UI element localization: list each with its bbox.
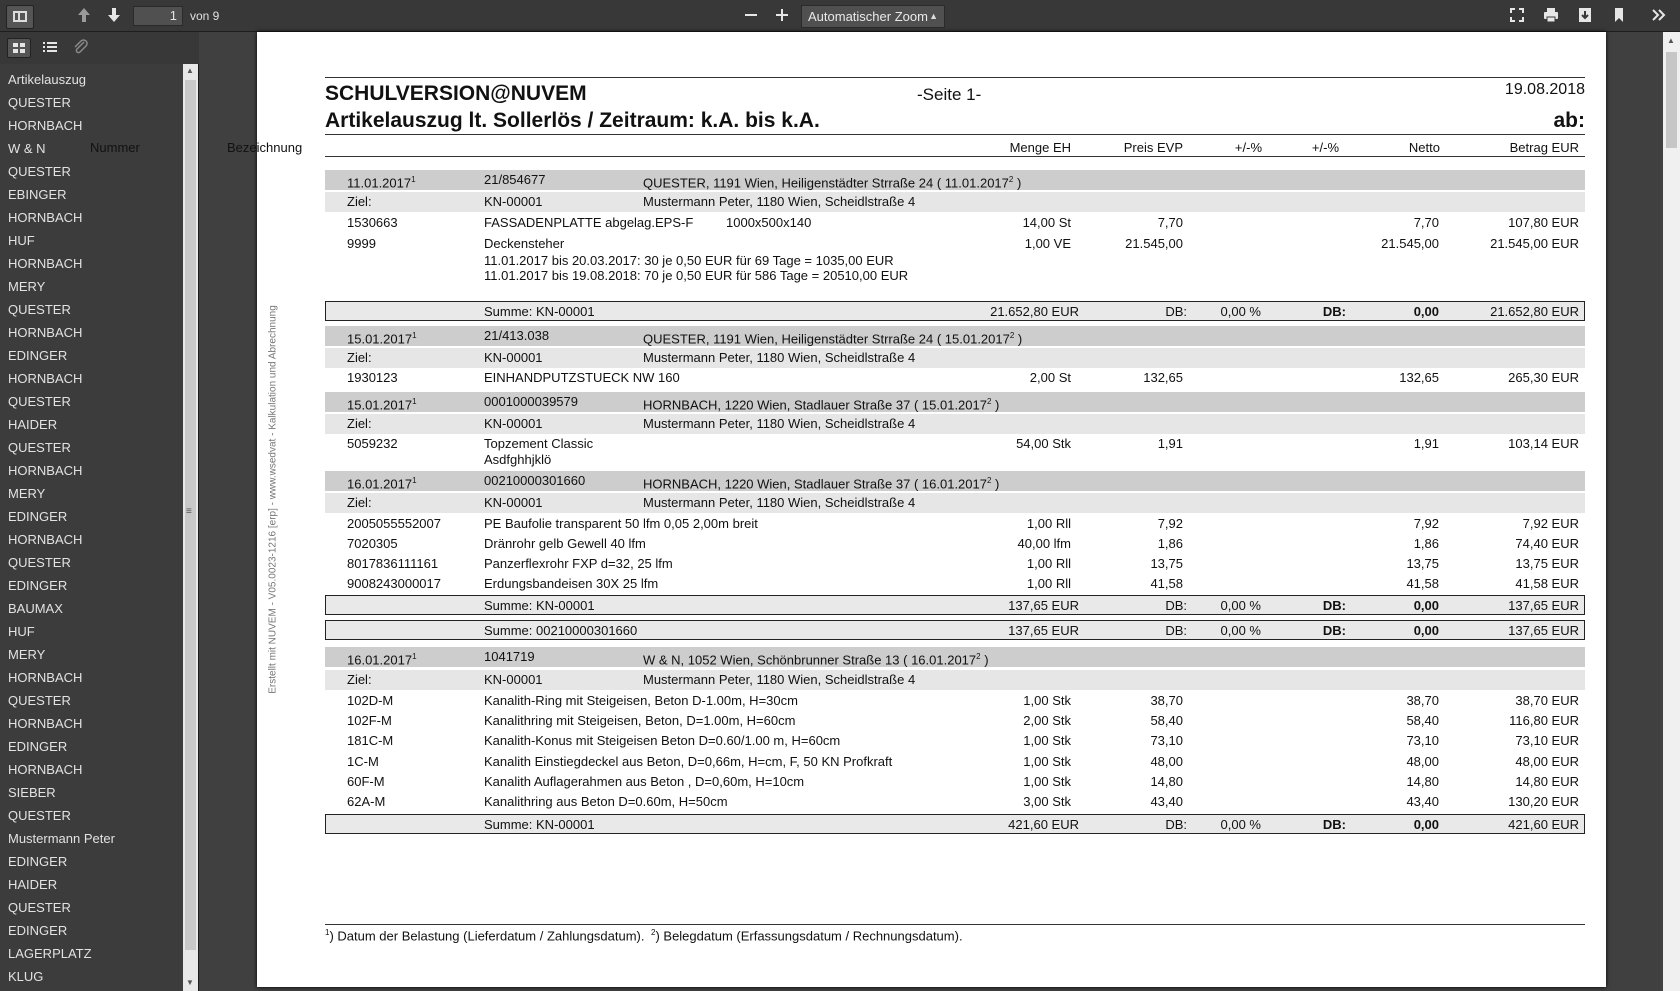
item-note: 11.01.2017 bis 20.03.2017: 30 je 0,50 EUR für 69 Tage = 1035,00 EUR [484, 253, 894, 268]
item-quantity: 1,00 Rll [1026, 576, 1071, 591]
document-date: 15.01.2017 [944, 331, 1010, 347]
item-amount: 38,70 EUR [1515, 693, 1579, 708]
footnote-mark: 1 [412, 652, 417, 661]
item-net: 48,00 [1406, 754, 1439, 769]
item-net: 7,70 [1413, 215, 1439, 230]
target-customer-number: KN-00001 [484, 495, 543, 510]
target-customer-number: KN-00001 [484, 416, 543, 431]
viewer-scrollbar[interactable] [1663, 32, 1680, 991]
zoom-value: Automatischer Zoom [808, 9, 928, 24]
outline-tab[interactable] [39, 38, 63, 58]
item-number: 1530663 [347, 215, 398, 230]
target-label: Ziel: [347, 350, 372, 365]
item-number: 60F-M [347, 774, 385, 789]
outline-item[interactable]: HORNBACH [8, 256, 83, 271]
column-header: +/-% [1234, 140, 1262, 155]
supplier-address: QUESTER, 1191 Wien, Heiligenstädter Strraße 24 [643, 175, 934, 191]
item-number: 1C-M [347, 754, 379, 769]
document-date: 16.01.2017 [921, 476, 987, 492]
item-net: 13,75 [1406, 556, 1439, 571]
document-date: 16.01.2017 [911, 652, 977, 668]
outline-item[interactable]: EDINGER [8, 348, 68, 363]
item-price: 48,00 [1150, 754, 1183, 769]
item-description: FASSADENPLATTE abgelag.EPS-F [484, 215, 694, 230]
supplier-address: W & N, 1052 Wien, Schönbrunner Straße 13 [643, 652, 900, 668]
item-amount: 41,58 EUR [1515, 576, 1579, 591]
outline-item[interactable]: QUESTER [8, 555, 71, 570]
target-customer-number: KN-00001 [484, 672, 543, 687]
outline-item[interactable]: QUESTER [8, 394, 71, 409]
outline-item[interactable]: EDINGER [8, 739, 68, 754]
print-icon [1542, 6, 1560, 24]
tools-button[interactable] [1648, 6, 1670, 30]
supplier-address: HORNBACH, 1220 Wien, Stadlauer Straße 37 [643, 397, 911, 413]
outline-item[interactable]: EDINGER [8, 854, 68, 869]
sum-amount: 137,65 EUR [1008, 623, 1079, 638]
item-price: 13,75 [1150, 556, 1183, 571]
scroll-down-icon[interactable]: ▼ [186, 978, 194, 987]
item-number: 9008243000017 [347, 576, 441, 591]
footnote-mark: 1 [412, 397, 417, 406]
group-date-value: 16.01.2017 [347, 652, 413, 668]
item-quantity: 14,00 St [1022, 215, 1071, 230]
item-description: Kanalith Einstiegdeckel aus Beton, D=0,66m, H=cm, F, 50 KN Profkraft [484, 754, 893, 769]
target-customer-number: KN-00001 [484, 194, 543, 209]
item-description: Panzerflexrohr FXP d=32, 25 lfm [484, 556, 673, 571]
item-description: Dränrohr gelb Gewell 40 lfm [484, 536, 646, 551]
item-description: PE Baufolie transparent 50 lfm 0,05 2,00m breit [484, 516, 758, 531]
db-label: DB: [1165, 304, 1187, 319]
db-percent: 0,00 % [1220, 598, 1261, 613]
target-customer: Mustermann Peter, 1180 Wien, Scheidlstraße 4 [643, 416, 916, 431]
item-note: Asdfghhjklö [484, 452, 552, 467]
arrow-down-icon [106, 6, 122, 24]
item-dimension: 1000x500x140 [726, 215, 812, 230]
column-header: Menge EH [1009, 140, 1071, 155]
outline-item[interactable]: KLUG [8, 969, 44, 984]
footnote-mark: 2 [976, 652, 981, 661]
outline-item[interactable]: LAGERPLATZ [8, 946, 92, 961]
item-amount: 107,80 EUR [1508, 215, 1579, 230]
sum-amount: 421,60 EUR [1008, 817, 1079, 832]
presentation-mode-button[interactable] [1506, 6, 1528, 30]
item-price: 1,86 [1157, 536, 1183, 551]
group-supplier: HORNBACH, 1220 Wien, Stadlauer Straße 37 ( 15.01.2017$^2$ ) [643, 397, 1000, 413]
item-price: 41,58 [1150, 576, 1183, 591]
outline-item[interactable]: HORNBACH [8, 463, 83, 478]
previous-page-button[interactable] [74, 6, 94, 30]
report-date: 19.08.2018 [1504, 81, 1585, 98]
group-supplier: W & N, 1052 Wien, Schönbrunner Straße 13 ( 16.01.2017$^2$ ) [643, 652, 989, 668]
target-label: Ziel: [347, 416, 372, 431]
supplier-address: QUESTER, 1191 Wien, Heiligenstädter Strraße 24 [643, 331, 934, 347]
outline-item[interactable]: HORNBACH [8, 210, 83, 225]
group-date [347, 328, 417, 346]
side-note: Erstellt mit NUVEM - V05.0023-1216 [erp] - www.wsedvat - Kalkulation und Abrechnung [267, 305, 279, 694]
footnote-mark: 2 [986, 476, 992, 485]
db-value: 0,00 [1413, 598, 1439, 613]
group-supplier: QUESTER, 1191 Wien, Heiligenstädter Strraße 24 ( 15.01.2017$^2$ ) [643, 331, 1023, 347]
item-price: 7,70 [1157, 215, 1183, 230]
item-price: 1,91 [1157, 436, 1183, 451]
footnote-mark: 1 [412, 331, 417, 340]
item-number: 5059232 [347, 436, 398, 451]
arrow-up-icon [76, 6, 92, 24]
print-button[interactable] [1540, 6, 1562, 30]
outline-item[interactable]: HORNBACH [8, 670, 83, 685]
column-header: Nummer [90, 140, 140, 155]
document-date: 11.01.2017 [944, 175, 1009, 191]
outline-item[interactable]: Artikelauszug [8, 72, 87, 87]
item-description: Deckensteher [484, 236, 565, 251]
item-description: Kanalith-Konus mit Steigeisen Beton D=0.60/1.00 m, H=60cm [484, 733, 841, 748]
item-amount: 74,40 EUR [1515, 536, 1579, 551]
item-description: Kanalith Auflagerahmen aus Beton , D=0,60m, H=10cm [484, 774, 805, 789]
item-amount: 130,20 EUR [1508, 794, 1579, 809]
item-net: 132,65 [1399, 370, 1439, 385]
outline-item[interactable]: QUESTER [8, 440, 71, 455]
outline-item[interactable]: HAIDER [8, 877, 58, 892]
item-quantity: 54,00 Stk [1016, 436, 1071, 451]
outline-item[interactable]: HORNBACH [8, 325, 83, 340]
report-title: Artikelauszug lt. Sollerlös / Zeitraum: k.A. bis k.A. [325, 109, 820, 132]
attachments-tab[interactable] [70, 38, 94, 58]
item-net: 14,80 [1406, 774, 1439, 789]
grid-icon [8, 39, 30, 57]
item-description: Kanalithring aus Beton D=0.60m, H=50cm [484, 794, 728, 809]
column-header: Preis EVP [1123, 140, 1183, 155]
sidebar-icon [13, 11, 27, 22]
sum-label: Summe: KN-00001 [484, 304, 595, 319]
db-label: DB: [1165, 817, 1187, 832]
item-amount: 73,10 EUR [1515, 733, 1579, 748]
db-label-bold: DB: [1322, 304, 1346, 319]
outline-item[interactable]: QUESTER [8, 302, 71, 317]
item-number: 2005055552007 [347, 516, 441, 531]
footnote-mark: 2 [1009, 331, 1015, 340]
page-count-label: von 9 [190, 9, 220, 23]
group-number: 21/854677 [484, 172, 546, 187]
outline-item[interactable]: HORNBACH [8, 716, 83, 731]
outline-item[interactable]: HUF [8, 233, 35, 248]
double-chevron-right-icon [1650, 6, 1668, 24]
page-number-input[interactable]: 1 [133, 6, 183, 26]
item-net: 41,58 [1406, 576, 1439, 591]
header-rule-bottom [325, 156, 1585, 157]
outline-item[interactable]: QUESTER [8, 693, 71, 708]
item-description: Kanalith-Ring mit Steigeisen, Beton D-1.00m, H=30cm [484, 693, 798, 708]
item-quantity: 2,00 Stk [1023, 713, 1071, 728]
target-customer: Mustermann Peter, 1180 Wien, Scheidlstraße 4 [643, 350, 916, 365]
outline-item[interactable]: MERY [8, 279, 46, 294]
db-label: DB: [1165, 598, 1187, 613]
outline-item[interactable]: MERY [8, 486, 46, 501]
sidebar-tabs [0, 32, 199, 64]
item-net: 73,10 [1406, 733, 1439, 748]
item-amount: 21.545,00 EUR [1490, 236, 1579, 251]
group-date [347, 649, 417, 667]
db-value: 0,00 [1413, 623, 1439, 638]
company-name: SCHULVERSION@NUVEM [325, 82, 587, 105]
db-percent: 0,00 % [1220, 623, 1261, 638]
list-icon [39, 38, 61, 56]
header-rule-top [325, 134, 1585, 135]
footnote-mark: 2 [986, 397, 992, 406]
sum-total: 137,65 EUR [1508, 598, 1579, 613]
fullscreen-icon [1508, 6, 1526, 24]
item-quantity: 2,00 St [1029, 370, 1071, 385]
bookmark-icon [1610, 6, 1628, 24]
outline-item[interactable]: QUESTER [8, 808, 71, 823]
item-amount: 13,75 EUR [1515, 556, 1579, 571]
outline-item[interactable]: HORNBACH [8, 762, 83, 777]
item-net: 1,91 [1413, 436, 1439, 451]
outline-item[interactable]: EDINGER [8, 509, 68, 524]
db-label-bold: DB: [1322, 817, 1346, 832]
item-quantity: 1,00 Stk [1023, 693, 1071, 708]
group-number: 1041719 [484, 649, 535, 664]
item-quantity: 1,00 VE [1024, 236, 1071, 251]
item-number: 62A-M [347, 794, 386, 809]
page-label: -Seite 1- [917, 85, 982, 104]
thumbnails-tab[interactable] [7, 38, 31, 58]
outline-item[interactable]: QUESTER [8, 95, 71, 110]
item-amount: 48,00 EUR [1515, 754, 1579, 769]
item-net: 7,92 [1413, 516, 1439, 531]
outline-item[interactable]: HUF [8, 624, 35, 639]
outline-item[interactable]: QUESTER [8, 164, 71, 179]
target-customer: Mustermann Peter, 1180 Wien, Scheidlstraße 4 [643, 495, 916, 510]
sum-amount: 137,65 EUR [1008, 598, 1079, 613]
sum-total: 137,65 EUR [1508, 623, 1579, 638]
column-header: +/-% [1311, 140, 1339, 155]
db-label-bold: DB: [1322, 623, 1346, 638]
next-page-button[interactable] [104, 6, 124, 30]
outline-item[interactable]: HORNBACH [8, 371, 83, 386]
scroll-up-icon[interactable]: ▲ [1667, 36, 1675, 45]
item-amount: 103,14 EUR [1508, 436, 1579, 451]
outline-item[interactable]: Mustermann Peter [8, 831, 115, 846]
target-label: Ziel: [347, 495, 372, 510]
item-description: EINHANDPUTZSTUECK NW 160 [484, 370, 680, 385]
item-net: 1,86 [1413, 536, 1439, 551]
item-price: 58,40 [1150, 713, 1183, 728]
footnote-mark: 1 [412, 476, 417, 485]
item-net: 43,40 [1406, 794, 1439, 809]
footnote-1: $^1$) Datum der Belastung (Lieferdatum / Zahlungsdatum). [325, 928, 645, 944]
item-quantity: 1,00 Stk [1023, 733, 1071, 748]
footnote-2: $^2$) Belegdatum (Erfassungsdatum / Rechnungsdatum). [651, 928, 963, 944]
outline-item[interactable]: EBINGER [8, 187, 67, 202]
sum-total: 21.652,80 EUR [1490, 304, 1579, 319]
footnote-mark: 1 [411, 175, 416, 184]
viewer-scroll-thumb[interactable] [1666, 52, 1677, 148]
zoom-in-button[interactable] [772, 6, 792, 30]
db-percent: 0,00 % [1220, 304, 1261, 319]
item-number: 7020305 [347, 536, 398, 551]
outline-item[interactable]: W & N [8, 141, 46, 156]
group-date [347, 172, 416, 190]
outline-item[interactable]: SIEBER [8, 785, 56, 800]
group-supplier: HORNBACH, 1220 Wien, Stadlauer Straße 37 ( 16.01.2017$^2$ ) [643, 476, 1000, 492]
outline-item[interactable]: EDINGER [8, 923, 68, 938]
document-date: 15.01.2017 [921, 397, 987, 413]
db-label: DB: [1165, 623, 1187, 638]
item-description: Topzement Classic [484, 436, 594, 451]
column-header: Betrag EUR [1509, 140, 1579, 155]
item-number: 9999 [347, 236, 376, 251]
bookmark-button[interactable] [1608, 6, 1630, 30]
item-quantity: 1,00 Rll [1026, 556, 1071, 571]
group-date [347, 473, 417, 491]
target-customer: Mustermann Peter, 1180 Wien, Scheidlstraße 4 [643, 194, 916, 209]
item-number: 1930123 [347, 370, 398, 385]
zoom-out-button[interactable] [741, 6, 761, 30]
pdf-page [90, 32, 1606, 987]
ab-label: ab: [1553, 109, 1585, 132]
sidebar-scrollbar[interactable] [183, 64, 198, 991]
group-number: 0001000039579 [484, 394, 578, 409]
item-quantity: 1,00 Rll [1026, 516, 1071, 531]
item-number: 102F-M [347, 713, 392, 728]
sidebar-toggle-button[interactable] [6, 5, 34, 29]
outline-item[interactable]: HORNBACH [8, 532, 83, 547]
paperclip-icon [70, 38, 92, 56]
sum-label: Summe: KN-00001 [484, 598, 595, 613]
download-icon [1576, 6, 1594, 24]
group-number: 21/413.038 [484, 328, 550, 343]
group-number: 00210000301660 [484, 473, 586, 488]
item-price: 21.545,00 [1125, 236, 1183, 251]
db-percent: 0,00 % [1220, 817, 1261, 832]
item-number: 8017836111161 [347, 556, 439, 571]
group-supplier: QUESTER, 1191 Wien, Heiligenstädter Strraße 24 ( 11.01.2017$^2$ ) [643, 175, 1022, 191]
target-label: Ziel: [347, 672, 372, 687]
db-value: 0,00 [1413, 817, 1439, 832]
sum-amount: 21.652,80 EUR [990, 304, 1079, 319]
item-quantity: 3,00 Stk [1023, 794, 1071, 809]
item-amount: 14,80 EUR [1515, 774, 1579, 789]
item-amount: 116,80 EUR [1509, 713, 1579, 728]
target-customer: Mustermann Peter, 1180 Wien, Scheidlstraße 4 [643, 672, 916, 687]
item-price: 7,92 [1157, 516, 1183, 531]
item-amount: 7,92 EUR [1522, 516, 1579, 531]
scroll-up-icon[interactable]: ▲ [186, 66, 194, 75]
item-quantity: 1,00 Stk [1023, 754, 1071, 769]
item-price: 14,80 [1150, 774, 1183, 789]
column-header: Netto [1408, 140, 1440, 155]
item-amount: 265,30 EUR [1508, 370, 1579, 385]
target-label: Ziel: [347, 194, 372, 209]
updown-icon: ▲ [929, 11, 938, 21]
download-button[interactable] [1574, 6, 1596, 30]
group-date-value: 15.01.2017 [347, 397, 413, 413]
db-value: 0,00 [1413, 304, 1439, 319]
group-date-value: 15.01.2017 [347, 331, 413, 347]
outline-item[interactable]: EDINGER [8, 578, 68, 593]
supplier-address: HORNBACH, 1220 Wien, Stadlauer Straße 37 [643, 476, 911, 492]
item-quantity: 40,00 lfm [1017, 536, 1071, 551]
sidebar [0, 64, 199, 991]
item-quantity: 1,00 Stk [1023, 774, 1071, 789]
item-price: 132,65 [1143, 370, 1183, 385]
outline-item[interactable]: HORNBACH [8, 118, 83, 133]
outline-item[interactable]: QUESTER [8, 900, 71, 915]
item-net: 58,40 [1406, 713, 1439, 728]
outline-item[interactable]: BAUMAX [8, 601, 63, 616]
outline-item[interactable]: MERY [8, 647, 46, 662]
zoom-select[interactable] [801, 5, 945, 28]
sum-total: 421,60 EUR [1508, 817, 1579, 832]
group-date-value: 16.01.2017 [347, 476, 413, 492]
toolbar [0, 0, 1680, 32]
outline-list [0, 68, 182, 988]
item-description: Kanalithring mit Steigeisen, Beton, D=1.00m, H=60cm [484, 713, 796, 728]
item-price: 73,10 [1150, 733, 1183, 748]
item-price: 43,40 [1150, 794, 1183, 809]
item-description: Erdungsbandeisen 30X 25 lfm [484, 576, 659, 591]
target-customer-number: KN-00001 [484, 350, 543, 365]
footnote-mark: 2 [1008, 175, 1014, 184]
group-date-value: 11.01.2017 [347, 175, 412, 191]
item-note: 11.01.2017 bis 19.08.2018: 70 je 0,50 EUR für 586 Tage = 20510,00 EUR [484, 268, 909, 283]
plus-icon [775, 6, 789, 24]
outline-item[interactable]: HAIDER [8, 417, 58, 432]
item-number: 181C-M [347, 733, 394, 748]
sum-label: Summe: 00210000301660 [484, 623, 638, 638]
group-date [347, 394, 417, 412]
column-header: Bezeichnung [227, 140, 303, 155]
item-number: 102D-M [347, 693, 394, 708]
item-net: 21.545,00 [1381, 236, 1439, 251]
item-price: 38,70 [1150, 693, 1183, 708]
resize-handle[interactable]: ≡ [186, 506, 192, 517]
sum-label: Summe: KN-00001 [484, 817, 595, 832]
db-label-bold: DB: [1322, 598, 1346, 613]
item-net: 38,70 [1406, 693, 1439, 708]
minus-icon [744, 6, 758, 24]
top-rule [325, 77, 1585, 78]
